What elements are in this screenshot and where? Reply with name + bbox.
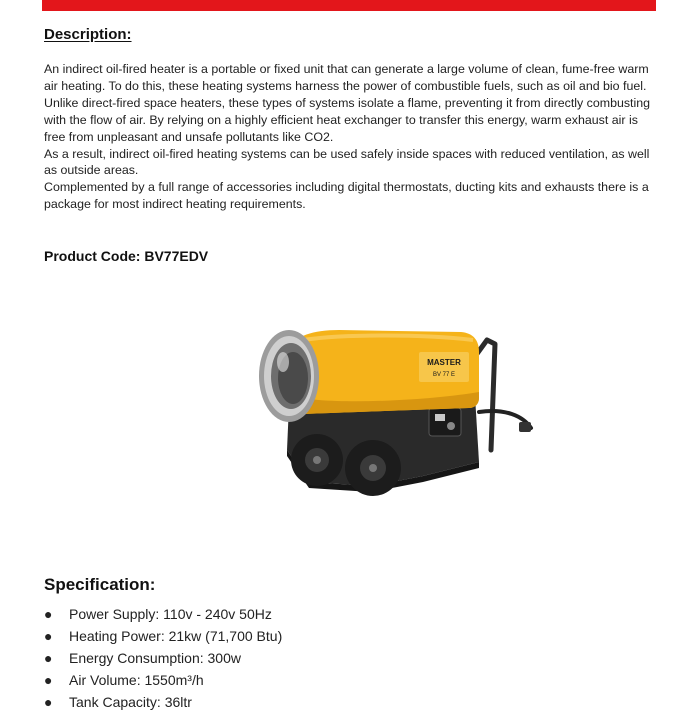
bullet-icon: ● — [44, 606, 53, 622]
bullet-icon: ● — [44, 628, 53, 644]
spec-text: Air Volume: 1550m³/h — [69, 672, 204, 688]
heater-plug — [519, 422, 531, 432]
product-code: Product Code: BV77EDV — [44, 248, 209, 264]
heater-brand-text: MASTER — [427, 358, 461, 367]
list-item — [44, 603, 282, 625]
spec-text: Energy Consumption: 300w — [69, 650, 241, 666]
description-heading: Description: — [44, 26, 132, 43]
bullet-icon: ● — [44, 672, 53, 688]
description-paragraph: An indirect oil-fired heater is a portable or fixed unit that can generate a large volume of clean, fume-free warm air heating. To do this, these heating systems harness the power of combustible fuels, such as oil and bio fuel. — [44, 62, 649, 93]
header-accent-bar — [42, 0, 656, 11]
specification-heading: Specification: — [44, 575, 156, 594]
specification-list — [44, 603, 282, 713]
description-paragraph: Complemented by a full range of accessories including digital thermostats, ducting kits and exhausts there is a package for most indirect heating requirements. — [44, 180, 649, 212]
description-body — [44, 61, 656, 213]
bullet-icon: ● — [44, 650, 53, 666]
list-item — [44, 691, 282, 713]
heater-model-text: BV 77 E — [432, 372, 456, 378]
description-paragraph: Unlike direct-fired space heaters, these types of systems isolate a flame, preventing it from directly combusting with the flow of air. By relying on a highly efficient heat exchanger to transfer this energy, warm exhaust air is free from unpleasant and unsafe pollutants like CO2. — [44, 95, 651, 144]
heater-control-panel — [429, 408, 461, 436]
description-paragraph: As a result, indirect oil-fired heating systems can be used safely inside spaces with reduced ventilation, as well as outside areas. — [44, 146, 650, 178]
spec-text: Tank Capacity: 36ltr — [69, 694, 192, 710]
list-item — [44, 625, 282, 647]
spec-text: Power Supply: 110v - 240v 50Hz — [69, 606, 272, 622]
list-item — [44, 647, 282, 669]
bullet-icon: ● — [44, 694, 53, 710]
list-item — [44, 669, 282, 691]
spec-text: Heating Power: 21kw (71,700 Btu) — [69, 628, 283, 644]
heater-product-image — [243, 300, 538, 515]
